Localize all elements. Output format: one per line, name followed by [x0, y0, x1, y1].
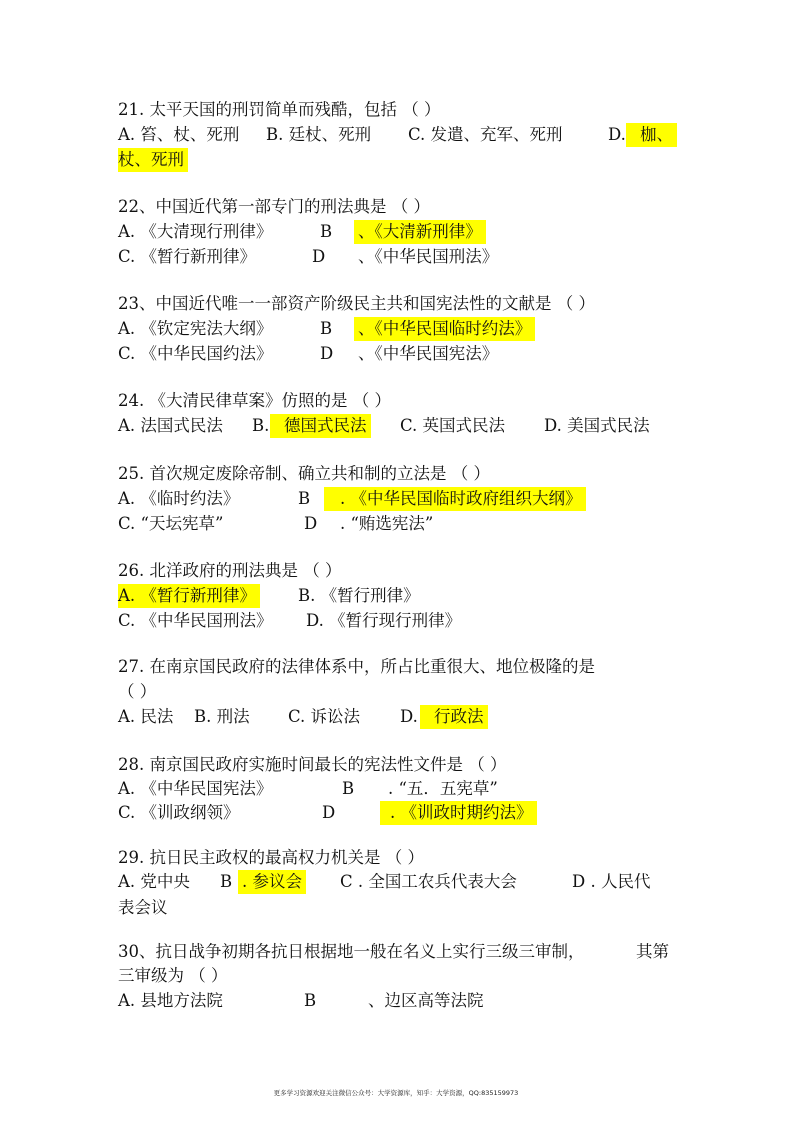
option-d: 、《中华民国刑法》: [358, 247, 499, 266]
option-b-highlighted: . 《中华民国临时政府组织大纲》: [324, 487, 586, 511]
question-stem-cont: 三审级为 （ ）: [118, 966, 228, 985]
option-d: D . 人民代: [572, 872, 651, 891]
question-stem: 25. 首次规定废除帝制、确立共和制的立法是 （ ）: [118, 464, 490, 483]
option-d-cont: 表会议: [118, 898, 168, 917]
option-b: B. 廷杖、死刑: [266, 125, 372, 144]
option-b: B. 刑法: [194, 707, 250, 726]
option-c: C. 发遣、充军、死刑: [408, 125, 563, 144]
option-a: A. 《钦定宪法大纲》: [118, 319, 273, 338]
option-b-highlighted: 、《中华民国临时约法》: [354, 317, 535, 341]
option-d-label: D: [312, 247, 326, 266]
option-d-highlighted: 枷、: [626, 123, 677, 147]
option-c: C. 《训政纲领》: [118, 803, 240, 822]
option-d-highlighted: 行政法: [420, 705, 488, 729]
option-d-label: D: [304, 514, 318, 533]
option-b: 、边区高等法院: [368, 991, 484, 1010]
option-c: C. “天坛宪草”: [118, 514, 224, 533]
option-b-label: B: [220, 872, 233, 891]
option-d: . “贿选宪法”: [340, 514, 434, 533]
option-d: D. 美国式民法: [544, 416, 650, 435]
option-c: C. 诉讼法: [288, 707, 361, 726]
option-d-label: D.: [400, 707, 418, 726]
option-a: A. 《大清现行刑律》: [118, 222, 273, 241]
question-stem: 26. 北洋政府的刑法典是 （ ）: [118, 561, 342, 580]
option-c: C. 《中华民国约法》: [118, 344, 273, 363]
option-a: A. 民法: [118, 707, 174, 726]
option-c: C. 《中华民国刑法》: [118, 611, 273, 630]
question-stem: 29. 抗日民主政权的最高权力机关是 （ ）: [118, 848, 424, 867]
option-c: C. 英国式民法: [400, 416, 506, 435]
question-stem: 28. 南京国民政府实施时间最长的宪法性文件是 （ ）: [118, 755, 507, 774]
option-a: A. 法国式民法: [118, 416, 223, 435]
option-b-label: B: [298, 489, 311, 508]
option-d-label: D: [320, 344, 334, 363]
footer-note: 更多学习资源欢迎关注微信公众号：大学资源库，知乎：大学资源，QQ:835159973: [273, 1089, 519, 1097]
question-stem: 27. 在南京国民政府的法律体系中，所占比重很大、地位极隆的是: [118, 657, 595, 676]
option-b-label: B.: [252, 416, 270, 435]
option-d-highlighted-cont: 杖、死刑: [118, 148, 188, 172]
option-b: B. 《暂行刑律》: [298, 586, 420, 605]
option-d-label: D: [322, 803, 336, 822]
question-stem: 23、中国近代唯一一部资产阶级民主共和国宪法性的文献是 （ ）: [118, 294, 595, 313]
question-stem: 30、抗日战争初期各抗日根据地一般在名义上实行三级三审制， 其第: [118, 942, 669, 961]
option-a-highlighted: A. 《暂行新刑律》: [118, 584, 260, 608]
question-stem: 24. 《大清民律草案》仿照的是 （ ）: [118, 391, 391, 410]
option-b-label: B: [342, 779, 355, 798]
option-b-label: B: [320, 222, 333, 241]
option-d-highlighted: . 《训政时期约法》: [380, 801, 537, 825]
option-a: A. 笞、杖、死刑: [118, 125, 240, 144]
option-d: 、《中华民国宪法》: [358, 344, 499, 363]
option-a: A. 《中华民国宪法》: [118, 779, 273, 798]
question-stem: 21. 太平天国的刑罚简单而残酷，包括 （ ）: [118, 100, 441, 119]
option-c: C. 《暂行新刑律》: [118, 247, 257, 266]
option-a: A. 县地方法院: [118, 991, 223, 1010]
option-b-label: B: [304, 991, 317, 1010]
option-b-highlighted: 德国式民法: [270, 414, 371, 438]
option-b-highlighted: . 参议会: [238, 870, 306, 894]
option-c: C . 全国工农兵代表大会: [340, 872, 517, 891]
option-d-label: D.: [608, 125, 626, 144]
option-a: A. 《临时约法》: [118, 489, 240, 508]
option-b: . “五．五宪草”: [388, 779, 498, 798]
option-d: D. 《暂行现行刑律》: [306, 611, 462, 630]
question-stem-cont: （ ）: [118, 682, 157, 701]
option-b-label: B: [320, 319, 333, 338]
question-stem: 22、中国近代第一部专门的刑法典是 （ ）: [118, 197, 430, 216]
option-b-highlighted: 、《大清新刑律》: [354, 220, 486, 244]
option-a: A. 党中央: [118, 872, 190, 891]
